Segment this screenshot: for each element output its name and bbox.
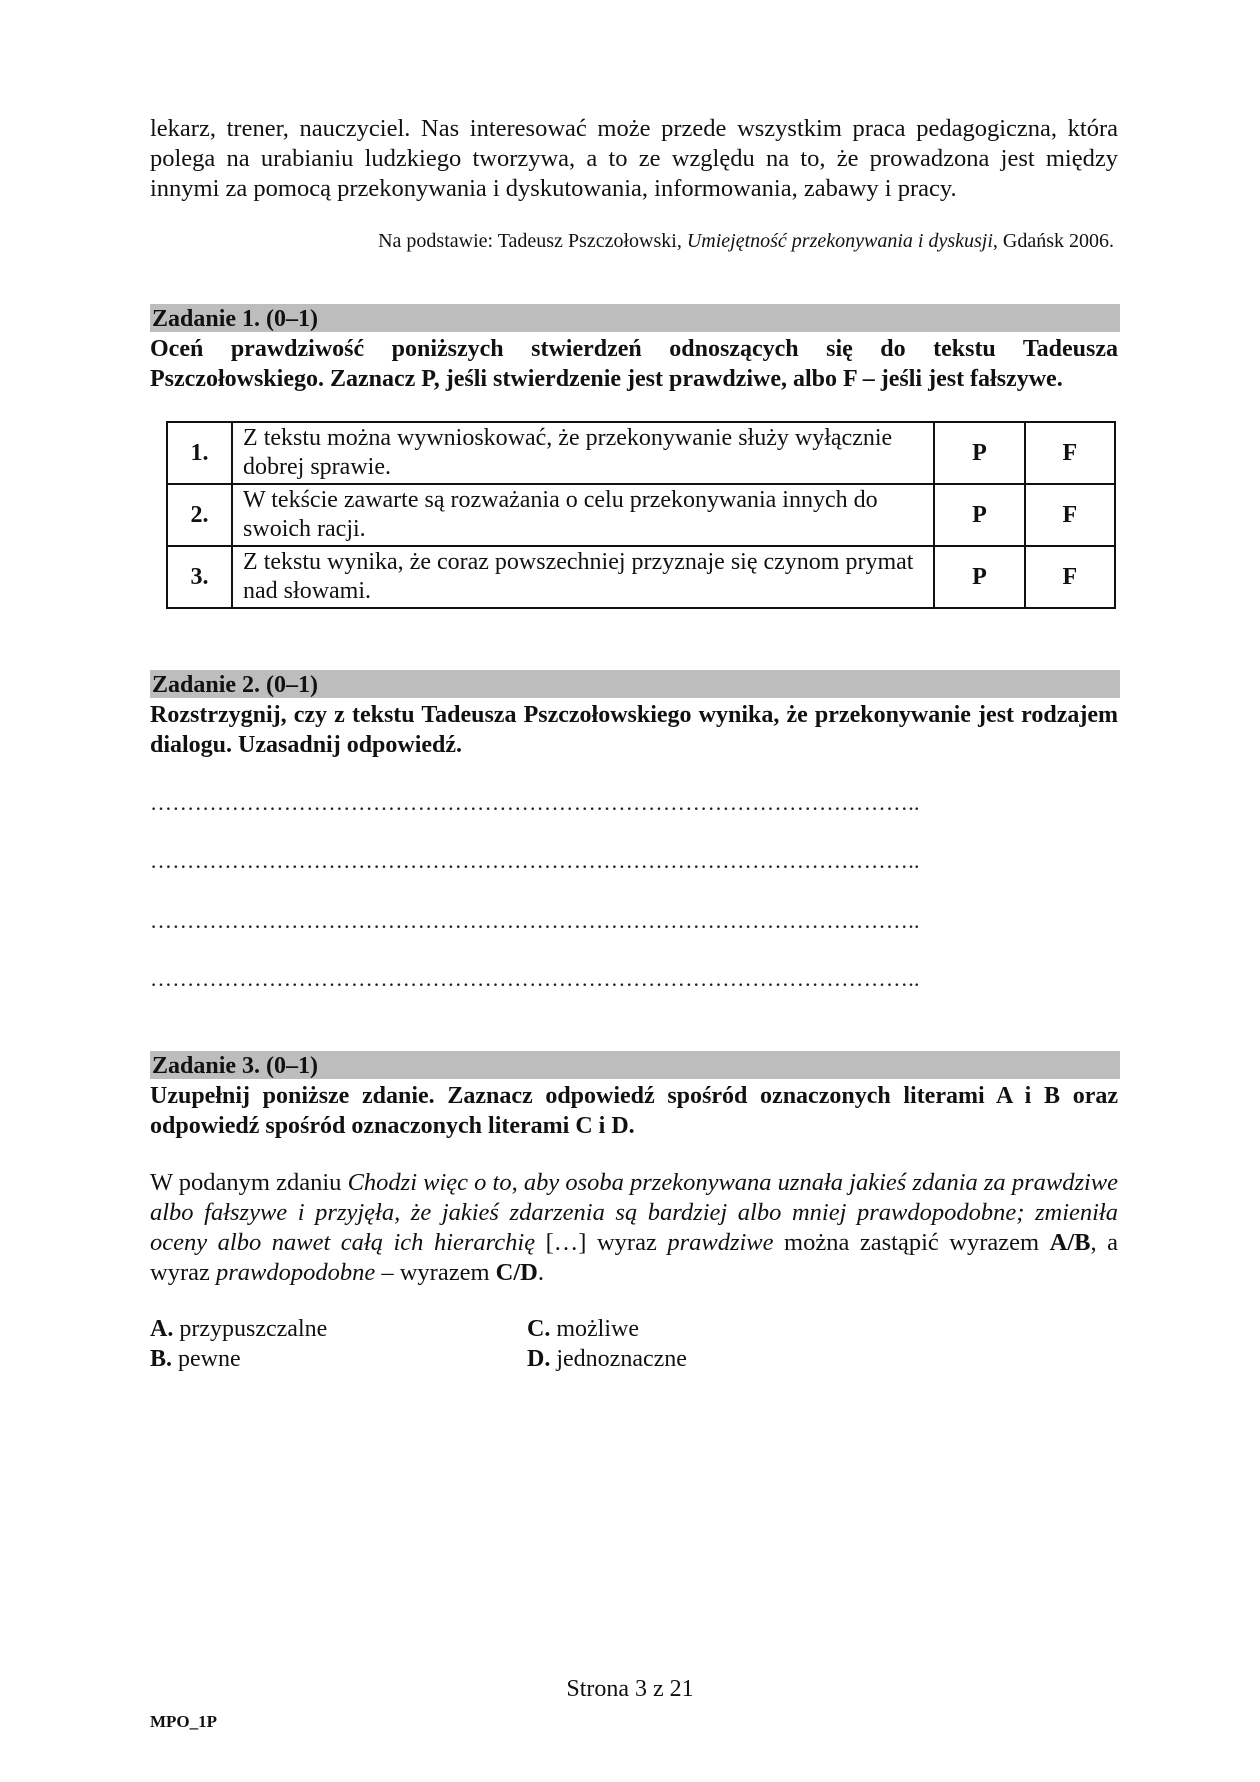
word-prawdziwe: prawdziwe — [667, 1229, 774, 1256]
word-prawdopodobne: prawdopodobne — [215, 1259, 376, 1286]
table-row — [167, 484, 1115, 546]
task1-command: Oceń prawdziwość poniższych stwierdzeń odnoszących się do tekstu Tadeusza Pszczołowskiego. Zaznacz P, jeśli stwierdzenie jest prawdziwe, albo F – jeśli jest fałszywe. — [150, 336, 1118, 392]
source-citation — [150, 230, 1114, 253]
table-row — [167, 422, 1115, 484]
option-false[interactable]: F — [1025, 484, 1115, 546]
sentence-part: W podanym zdaniu — [150, 1169, 348, 1196]
option-letter: B. — [150, 1346, 173, 1372]
task3-sentence — [150, 1168, 1118, 1288]
option-b[interactable] — [150, 1344, 241, 1374]
sentence-part: , a wyraz — [150, 1229, 1118, 1286]
option-letter: D. — [527, 1346, 551, 1372]
task1-heading — [150, 304, 1120, 332]
option-text: przypuszczalne — [173, 1316, 328, 1342]
option-true[interactable]: P — [934, 422, 1024, 484]
choice-ab: A/B — [1049, 1229, 1091, 1256]
choice-cd: C/D — [495, 1259, 538, 1286]
option-d[interactable] — [527, 1344, 687, 1374]
source-suffix: , Gdańsk 2006. — [992, 230, 1114, 252]
page-number: Strona 3 z 21 — [566, 1676, 694, 1702]
task3-heading-text: Zadanie 3. (0–1) — [152, 1053, 319, 1079]
option-a[interactable] — [150, 1314, 327, 1344]
option-text: jednoznaczne — [550, 1346, 687, 1372]
task2-heading-text: Zadanie 2. (0–1) — [152, 672, 319, 698]
sentence-part: – wyrazem — [375, 1259, 496, 1286]
source-prefix: Na podstawie: Tadeusz Pszczołowski, — [378, 230, 687, 252]
option-letter: A. — [150, 1316, 174, 1342]
task1-heading-text: Zadanie 1. (0–1) — [152, 306, 319, 332]
task2-heading — [150, 670, 1120, 698]
true-false-table — [166, 421, 1116, 609]
source-title: Umiejętność przekonywania i dyskusji — [686, 230, 993, 252]
row-number: 1. — [167, 422, 232, 484]
task3-heading — [150, 1051, 1120, 1079]
sentence-part: […] wyraz — [535, 1229, 668, 1256]
statement: Z tekstu wynika, że coraz powszechniej przyznaje się czynom prymat nad słowami. — [232, 546, 934, 608]
task2-command: Rozstrzygnij, czy z tekstu Tadeusza Pszczołowskiego wynika, że przekonywanie jest rodzajem dialogu. Uzasadnij odpowiedź. — [150, 702, 1118, 758]
option-text: możliwe — [550, 1316, 639, 1342]
sentence-part: można zastąpić wyrazem — [773, 1229, 1050, 1256]
intro-paragraph: lekarz, trener, nauczyciel. Nas interesować może przede wszystkim praca pedagogiczna, która polega na urabianiu ludzkiego tworzywa, a to ze względu na to, że prowadzona jest między innymi za pomocą przekonywania i dyskutowania, informowania, zabawy i pracy. — [150, 115, 1118, 202]
answer-line[interactable]: ………………………………………………………………………………………….. — [150, 848, 920, 873]
option-true[interactable]: P — [934, 484, 1024, 546]
quoted-sentence: Chodzi więc o to, aby osoba przekonywana uznała jakieś zdania za prawdziwe albo fałszywe i przyjęła, że jakieś zdarzenia są bardziej albo mniej prawdopodobne; zmieniła oceny albo nawet całą ich hierarchię — [150, 1169, 1118, 1256]
table-row — [167, 546, 1115, 608]
row-number: 2. — [167, 484, 232, 546]
answer-line[interactable]: ………………………………………………………………………………………….. — [150, 966, 920, 991]
option-c[interactable] — [527, 1314, 639, 1344]
option-true[interactable]: P — [934, 546, 1024, 608]
option-text: pewne — [172, 1346, 241, 1372]
answer-line[interactable]: ………………………………………………………………………………………….. — [150, 790, 920, 815]
exam-code: MPO_1P — [150, 1712, 218, 1731]
answer-line[interactable]: ………………………………………………………………………………………….. — [150, 908, 920, 933]
row-number: 3. — [167, 546, 232, 608]
option-letter: C. — [527, 1316, 551, 1342]
sentence-part: . — [537, 1259, 544, 1286]
option-false[interactable]: F — [1025, 422, 1115, 484]
statement: Z tekstu można wywnioskować, że przekonywanie służy wyłącznie dobrej sprawie. — [232, 422, 934, 484]
task3-command: Uzupełnij poniższe zdanie. Zaznacz odpowiedź spośród oznaczonych literami A i B oraz odpowiedź spośród oznaczonych literami C i D. — [150, 1083, 1118, 1139]
statement: W tekście zawarte są rozważania o celu przekonywania innych do swoich racji. — [232, 484, 934, 546]
option-false[interactable]: F — [1025, 546, 1115, 608]
